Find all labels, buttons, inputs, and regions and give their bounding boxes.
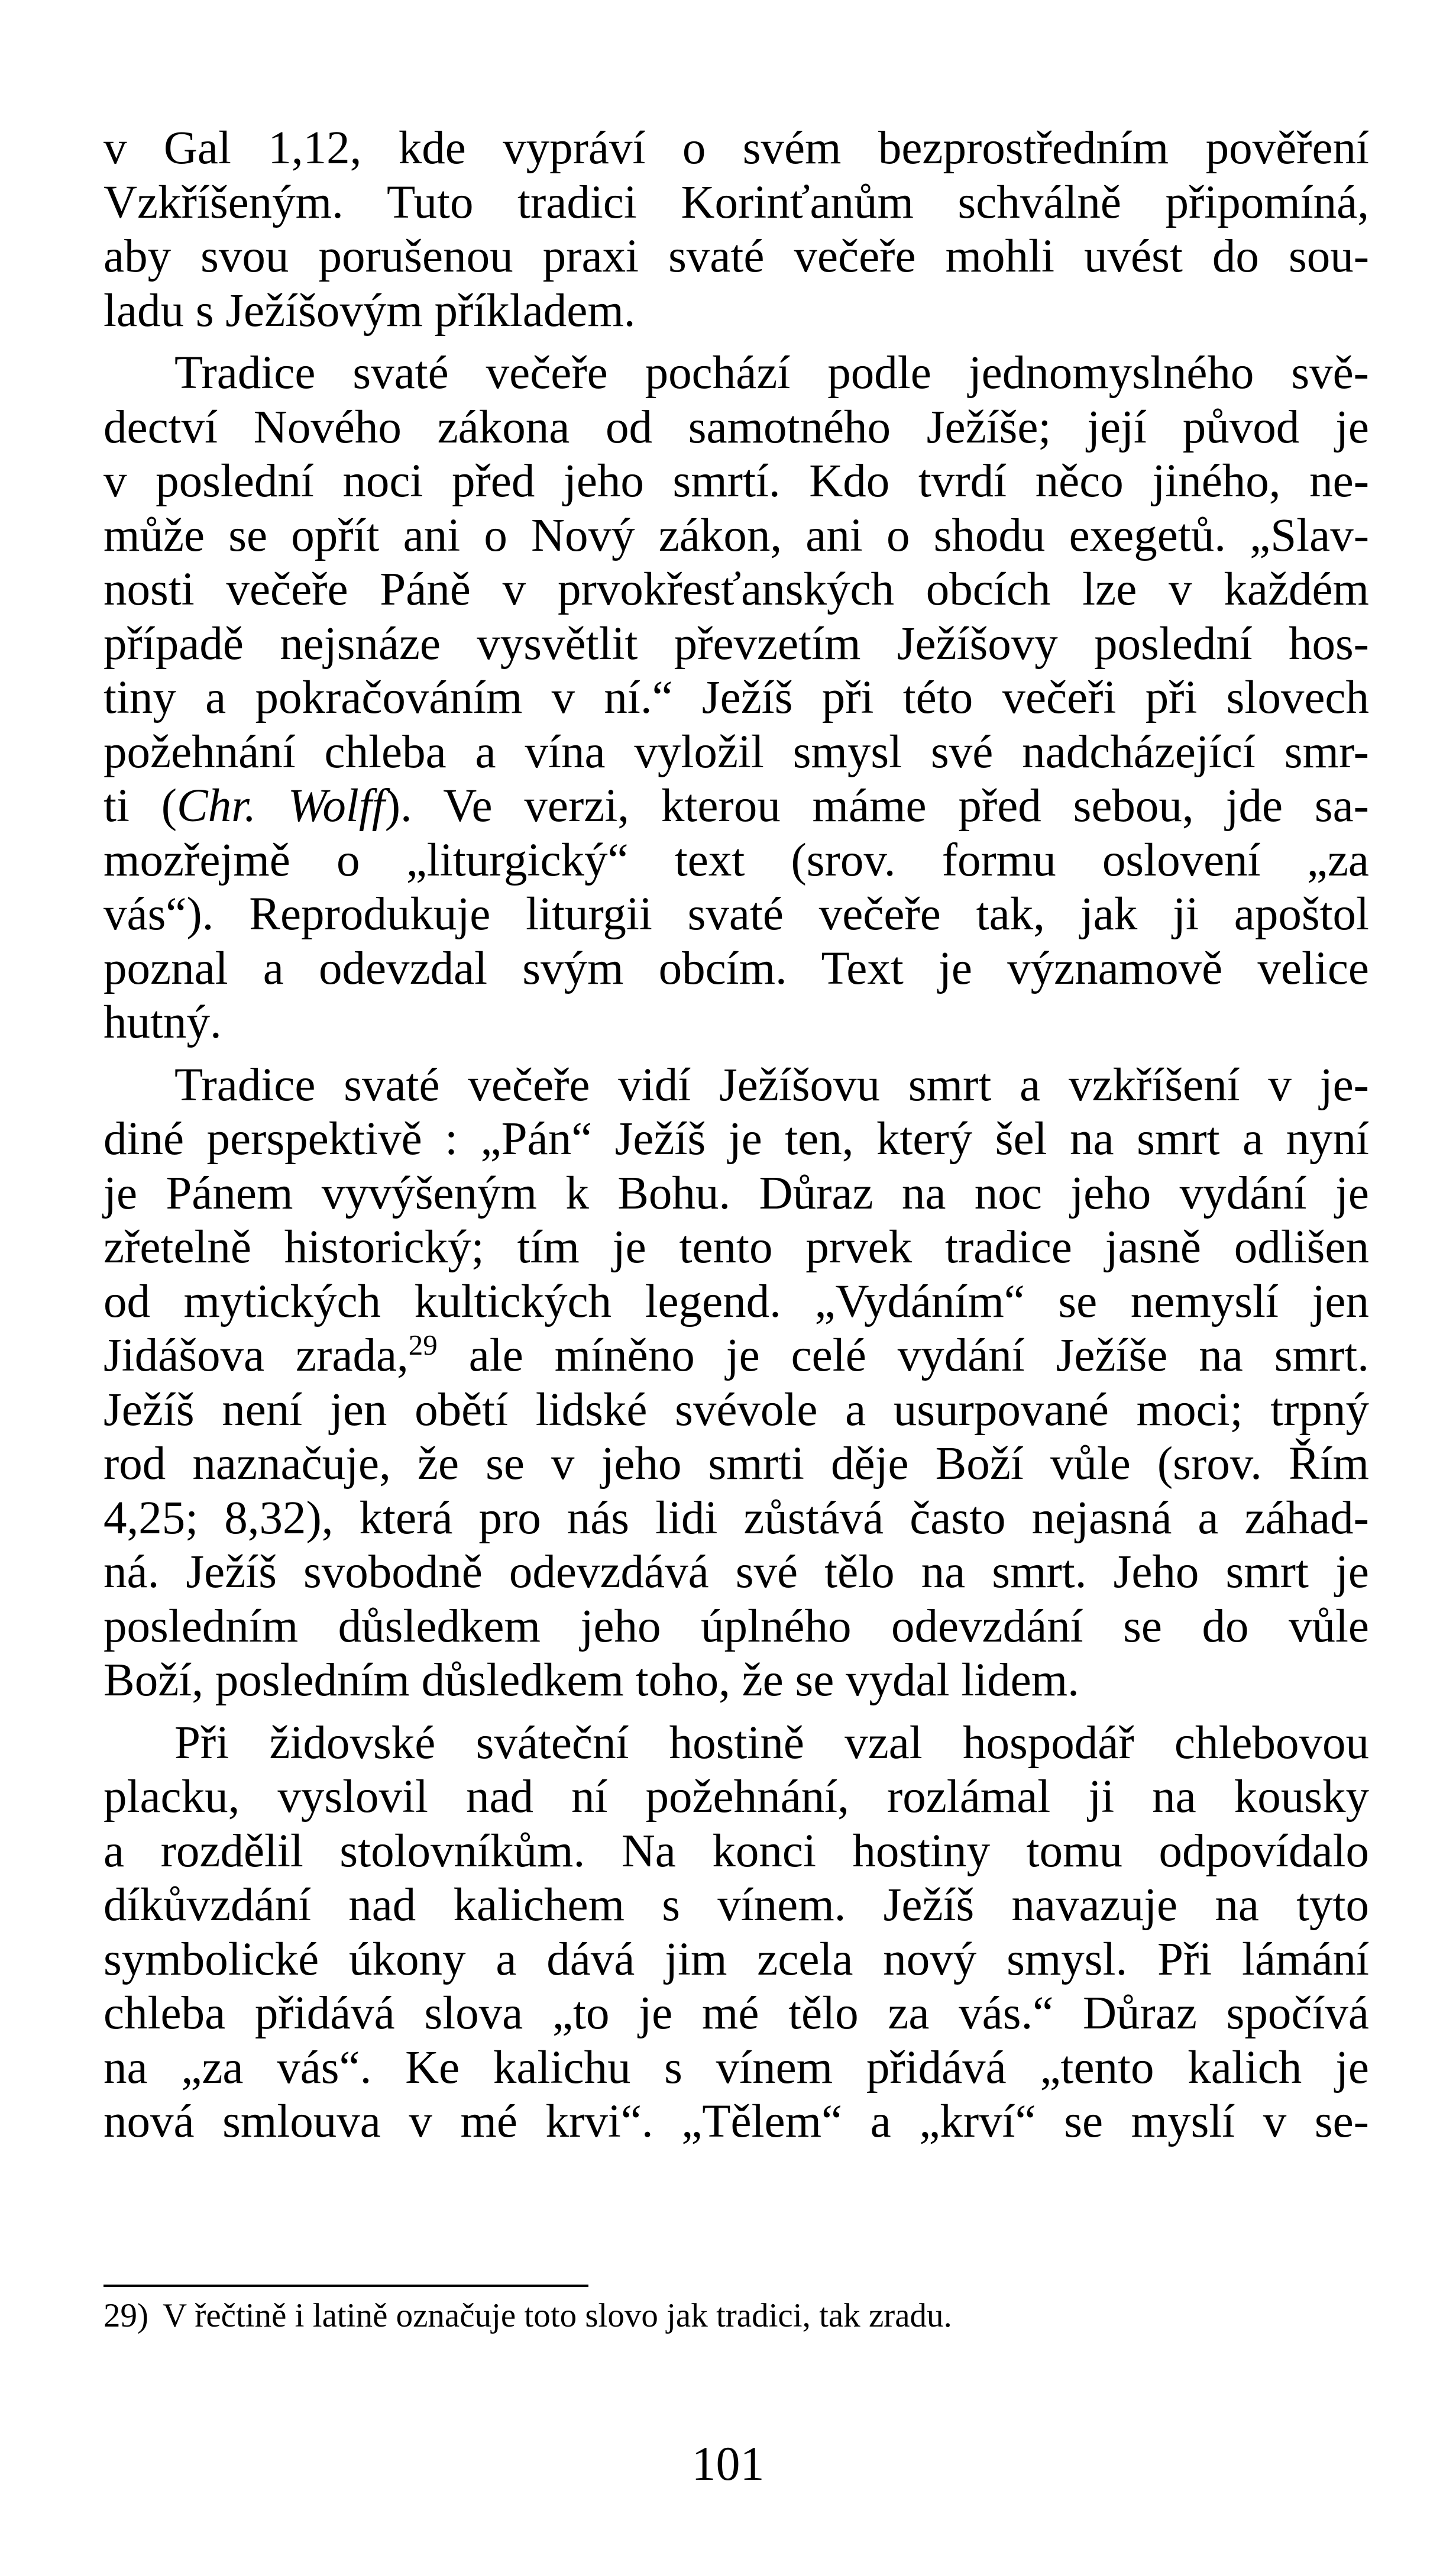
text-line: díkůvzdání nad kalichem s vínem. Ježíš navazuje na tyto bbox=[103, 1879, 1369, 1931]
text-line: může se opřít ani o Nový zákon, ani o shodu exegetů. „Slav- bbox=[103, 509, 1369, 561]
footnote-number: 29) bbox=[103, 2297, 148, 2334]
footnote-divider bbox=[103, 2285, 588, 2287]
text-line: požehnání chleba a vína vyložil smysl své nadcházející smr- bbox=[103, 726, 1369, 778]
text-line: mozřejmě o „liturgický“ text (srov. formu oslovení „za bbox=[103, 834, 1369, 886]
citation-author: Chr. Wolff bbox=[177, 780, 385, 832]
footnote bbox=[103, 2295, 1369, 2337]
text-line: zřetelně historický; tím je tento prvek tradice jasně odlišen bbox=[103, 1222, 1369, 1273]
text-line: na „za vás“. Ke kalichu s vínem přidává „tento kalich je bbox=[103, 2041, 1369, 2093]
text-line bbox=[103, 1329, 1369, 1383]
text-line: Při židovské sváteční hostině vzal hospodář chlebovou bbox=[174, 1717, 1369, 1769]
text-line bbox=[103, 779, 1369, 833]
text-line: dectví Nového zákona od samotného Ježíše; její původ je bbox=[103, 401, 1369, 453]
text-line: nová smlouva v mé krvi“. „Tělem“ a „krví“ se myslí v se- bbox=[103, 2096, 1369, 2147]
text-line: Boží, posledním důsledkem toho, že se vydal lidem. bbox=[103, 1655, 1079, 1706]
text-line: vás“). Reprodukuje liturgii svaté večeře tak, jak ji apoštol bbox=[103, 889, 1369, 940]
text-line: ná. Ježíš svobodně odevzdává své tělo na smrt. Jeho smrt je bbox=[103, 1546, 1369, 1598]
text-line: od mytických kultických legend. „Vydáním“ se nemyslí jen bbox=[103, 1275, 1369, 1327]
text-line: poznal a odevzdal svým obcím. Text je významově velice bbox=[103, 942, 1369, 994]
text-line: nosti večeře Páně v prvokřesťanských obcích lze v každém bbox=[103, 564, 1369, 615]
text-line: v Gal 1,12, kde vypráví o svém bezprostředním pověření bbox=[103, 122, 1369, 174]
text-line: a rozdělil stolovníkům. Na konci hostiny tomu odpovídalo bbox=[103, 1825, 1369, 1877]
text-line: Ježíš není jen obětí lidské svévole a usurpované moci; trpný bbox=[103, 1384, 1369, 1436]
page-number: 101 bbox=[691, 2437, 765, 2490]
body-text bbox=[103, 121, 1369, 2149]
line-segment: ale míněno je celé vydání Ježíše na smrt. bbox=[437, 1330, 1369, 1381]
text-line: případě nejsnáze vysvětlit převzetím Ježíšovy poslední hos- bbox=[103, 618, 1369, 670]
text-line: placku, vyslovil nad ní požehnání, rozlámal ji na kousky bbox=[103, 1771, 1369, 1823]
text-line: symbolické úkony a dává jim zcela nový smysl. Při lámání bbox=[103, 1933, 1369, 1985]
text-line: 4,25; 8,32), která pro nás lidi zůstává často nejasná a záhad- bbox=[103, 1492, 1369, 1544]
footnote-text: V řečtině i latině označuje toto slovo jak tradici, tak zradu. bbox=[162, 2297, 952, 2334]
line-segment: ti ( bbox=[103, 780, 177, 832]
line-segment: Jidášova zrada, bbox=[103, 1330, 409, 1381]
text-line: aby svou porušenou praxi svaté večeře mohli uvést do sou- bbox=[103, 231, 1369, 282]
line-segment: ). Ve verzi, kterou máme před sebou, jde sa- bbox=[384, 780, 1369, 832]
text-line: v poslední noci před jeho smrtí. Kdo tvrdí něco jiného, ne- bbox=[103, 455, 1369, 507]
text-line: tiny a pokračováním v ní.“ Ježíš při této večeři při slovech bbox=[103, 672, 1369, 723]
text-line: ladu s Ježíšovým příkladem. bbox=[103, 285, 636, 337]
text-line: je Pánem vyvýšeným k Bohu. Důraz na noc jeho vydání je bbox=[103, 1167, 1369, 1219]
text-line: rod naznačuje, že se v jeho smrti děje Boží vůle (srov. Řím bbox=[103, 1438, 1369, 1490]
text-line: Tradice svaté večeře pochází podle jednomyslného svě- bbox=[174, 347, 1369, 399]
text-line: Tradice svaté večeře vidí Ježíšovu smrt a vzkříšení v je- bbox=[174, 1059, 1369, 1111]
footnote-reference[interactable]: 29 bbox=[408, 1329, 438, 1362]
text-line: hutný. bbox=[103, 997, 222, 1048]
text-line: posledním důsledkem jeho úplného odevzdání se do vůle bbox=[103, 1600, 1369, 1652]
text-line: Vzkříšeným. Tuto tradici Korinťanům schválně připomíná, bbox=[103, 176, 1369, 228]
text-line: chleba přidává slova „to je mé tělo za vás.“ Důraz spočívá bbox=[103, 1988, 1369, 2039]
text-line: diné perspektivě : „Pán“ Ježíš je ten, který šel na smrt a nyní bbox=[103, 1113, 1369, 1165]
